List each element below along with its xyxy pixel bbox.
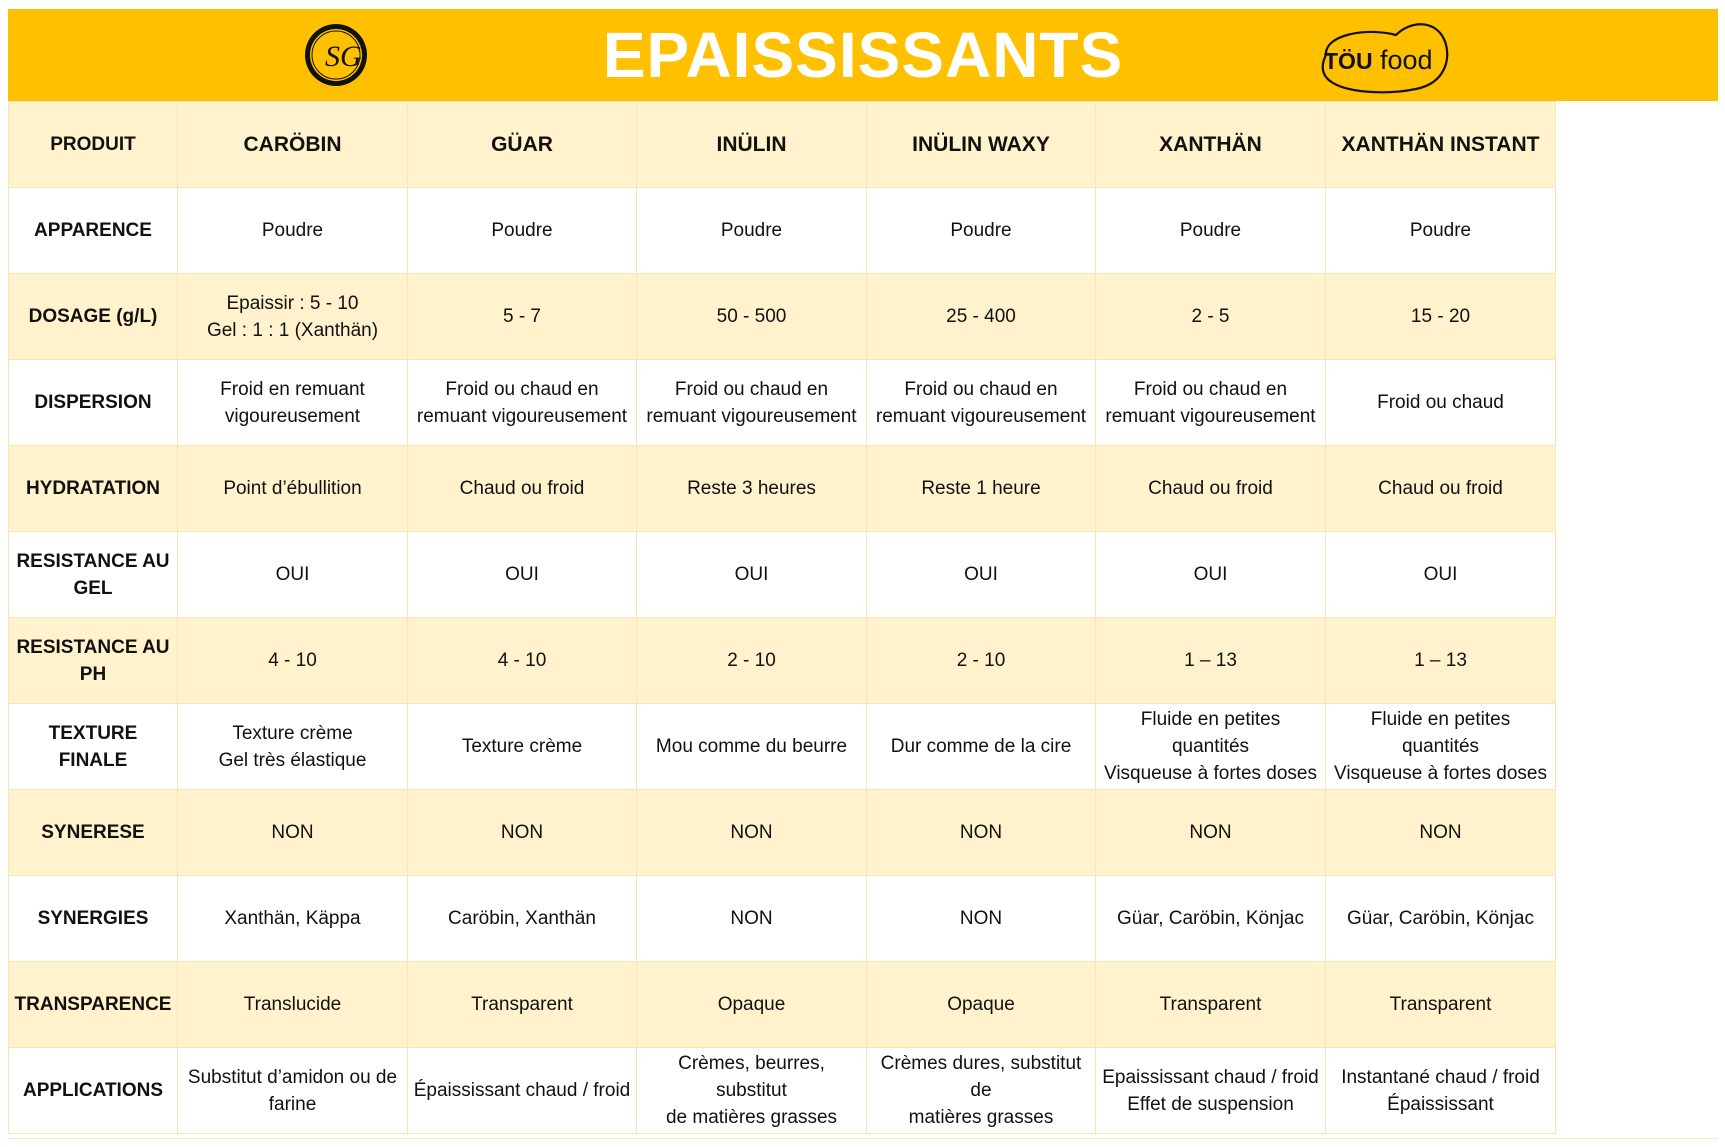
table-cell: OUI (867, 532, 1096, 618)
table-row (9, 1048, 1556, 1134)
table-cell: 5 - 7 (408, 274, 637, 360)
table-cell: NON (637, 876, 867, 962)
table-cell: OUI (1326, 532, 1556, 618)
table-cell: 2 - 10 (637, 618, 867, 704)
table-row (9, 188, 1556, 274)
table-cell: Poudre (637, 188, 867, 274)
table-cell: Froid ou chaud en remuant vigoureusement (637, 360, 867, 446)
row-header: RESISTANCE AU GEL (9, 532, 178, 618)
table-cell: Epaississant chaud / froid Effet de suspension (1096, 1048, 1326, 1134)
table-cell: Froid ou chaud en remuant vigoureusement (867, 360, 1096, 446)
table-cell: NON (1096, 790, 1326, 876)
row-header: DOSAGE (g/L) (9, 274, 178, 360)
table-cell: Épaississant chaud / froid (408, 1048, 637, 1134)
table-cell: 4 - 10 (408, 618, 637, 704)
toufood-logo-icon (1306, 13, 1452, 97)
table-row (9, 962, 1556, 1048)
row-header: APPLICATIONS (9, 1048, 178, 1134)
table-row (9, 532, 1556, 618)
table-cell: Poudre (408, 188, 637, 274)
toufood-logo-tou: TÖU (1324, 48, 1373, 74)
table-cell: 50 - 500 (637, 274, 867, 360)
table-cell: Chaud ou froid (1326, 446, 1556, 532)
row-header: APPARENCE (9, 188, 178, 274)
product-header: INÜLIN WAXY (867, 102, 1096, 188)
sg-logo-letter-s: SG (325, 40, 362, 73)
table-cell: Chaud ou froid (408, 446, 637, 532)
table-cell: Güar, Caröbin, Könjac (1326, 876, 1556, 962)
table-cell: 2 - 10 (867, 618, 1096, 704)
table-cell: 1 – 13 (1326, 618, 1556, 704)
table-cell: Mou comme du beurre (637, 704, 867, 790)
table-cell: OUI (408, 532, 637, 618)
row-header: TEXTURE FINALE (9, 704, 178, 790)
table-cell: Transparent (408, 962, 637, 1048)
table-cell: Poudre (867, 188, 1096, 274)
table-cell: Transparent (1326, 962, 1556, 1048)
table-cell: Translucide (178, 962, 408, 1048)
table-cell: Poudre (178, 188, 408, 274)
row-header: PRODUIT (9, 102, 178, 188)
table-cell: Epaissir : 5 - 10 Gel : 1 : 1 (Xanthän) (178, 274, 408, 360)
table-cell: Chaud ou froid (1096, 446, 1326, 532)
table-body (9, 102, 1556, 1134)
table-cell: Froid ou chaud en remuant vigoureusement (1096, 360, 1326, 446)
table-cell: Transparent (1096, 962, 1326, 1048)
row-header: RESISTANCE AU PH (9, 618, 178, 704)
table-cell: OUI (637, 532, 867, 618)
table-cell: NON (867, 876, 1096, 962)
table-cell: Poudre (1326, 188, 1556, 274)
table-row (9, 704, 1556, 790)
table-cell: Crèmes, beurres, substitut de matières grasses (637, 1048, 867, 1134)
table-cell: OUI (178, 532, 408, 618)
table-cell: Poudre (1096, 188, 1326, 274)
table-row (9, 876, 1556, 962)
row-header: HYDRATATION (9, 446, 178, 532)
table-cell: Substitut d’amidon ou de farine (178, 1048, 408, 1134)
table-row (9, 274, 1556, 360)
table-cell: Froid ou chaud en remuant vigoureusement (408, 360, 637, 446)
table-cell: Güar, Caröbin, Könjac (1096, 876, 1326, 962)
table-cell: Fluide en petites quantités Visqueuse à fortes doses (1096, 704, 1326, 790)
table-bottom-border (8, 1138, 1718, 1139)
table-cell: Xanthän, Käppa (178, 876, 408, 962)
table-cell: Texture crème (408, 704, 637, 790)
table-cell: OUI (1096, 532, 1326, 618)
sg-monogram-logo-icon (303, 22, 369, 88)
table-cell: 15 - 20 (1326, 274, 1556, 360)
row-header: TRANSPARENCE (9, 962, 178, 1048)
table-cell: Caröbin, Xanthän (408, 876, 637, 962)
row-header: DISPERSION (9, 360, 178, 446)
table-cell: Dur comme de la cire (867, 704, 1096, 790)
table-cell: Froid ou chaud (1326, 360, 1556, 446)
table-cell: NON (408, 790, 637, 876)
table-cell: Opaque (637, 962, 867, 1048)
table-cell: 1 – 13 (1096, 618, 1326, 704)
table-cell: NON (1326, 790, 1556, 876)
table-cell: Crèmes dures, substitut de matières grasses (867, 1048, 1096, 1134)
product-header: XANTHÄN (1096, 102, 1326, 188)
product-header: CARÖBIN (178, 102, 408, 188)
product-header: XANTHÄN INSTANT (1326, 102, 1556, 188)
table-row (9, 360, 1556, 446)
table-cell: NON (867, 790, 1096, 876)
table-cell: Reste 1 heure (867, 446, 1096, 532)
table-cell: Instantané chaud / froid Épaississant (1326, 1048, 1556, 1134)
table-cell: Fluide en petites quantités Visqueuse à fortes doses (1326, 704, 1556, 790)
product-header: GÜAR (408, 102, 637, 188)
table-row (9, 446, 1556, 532)
table-cell: Point d’ébullition (178, 446, 408, 532)
table-cell: Texture crème Gel très élastique (178, 704, 408, 790)
table-cell: Opaque (867, 962, 1096, 1048)
row-header: SYNERGIES (9, 876, 178, 962)
thickeners-table (8, 101, 1556, 1134)
page-title: EPAISSISSANTS (602, 19, 1124, 91)
table-cell: 2 - 5 (1096, 274, 1326, 360)
table-cell: Froid en remuant vigoureusement (178, 360, 408, 446)
table-cell: 4 - 10 (178, 618, 408, 704)
table-header-row (9, 102, 1556, 188)
table-cell: Reste 3 heures (637, 446, 867, 532)
toufood-logo-food: food (1380, 45, 1433, 75)
table-cell: NON (637, 790, 867, 876)
thickeners-sheet (8, 9, 1718, 1134)
table-row (9, 790, 1556, 876)
table-row (9, 618, 1556, 704)
table-cell: 25 - 400 (867, 274, 1096, 360)
row-header: SYNERESE (9, 790, 178, 876)
product-header: INÜLIN (637, 102, 867, 188)
title-banner (8, 9, 1718, 101)
table-cell: NON (178, 790, 408, 876)
